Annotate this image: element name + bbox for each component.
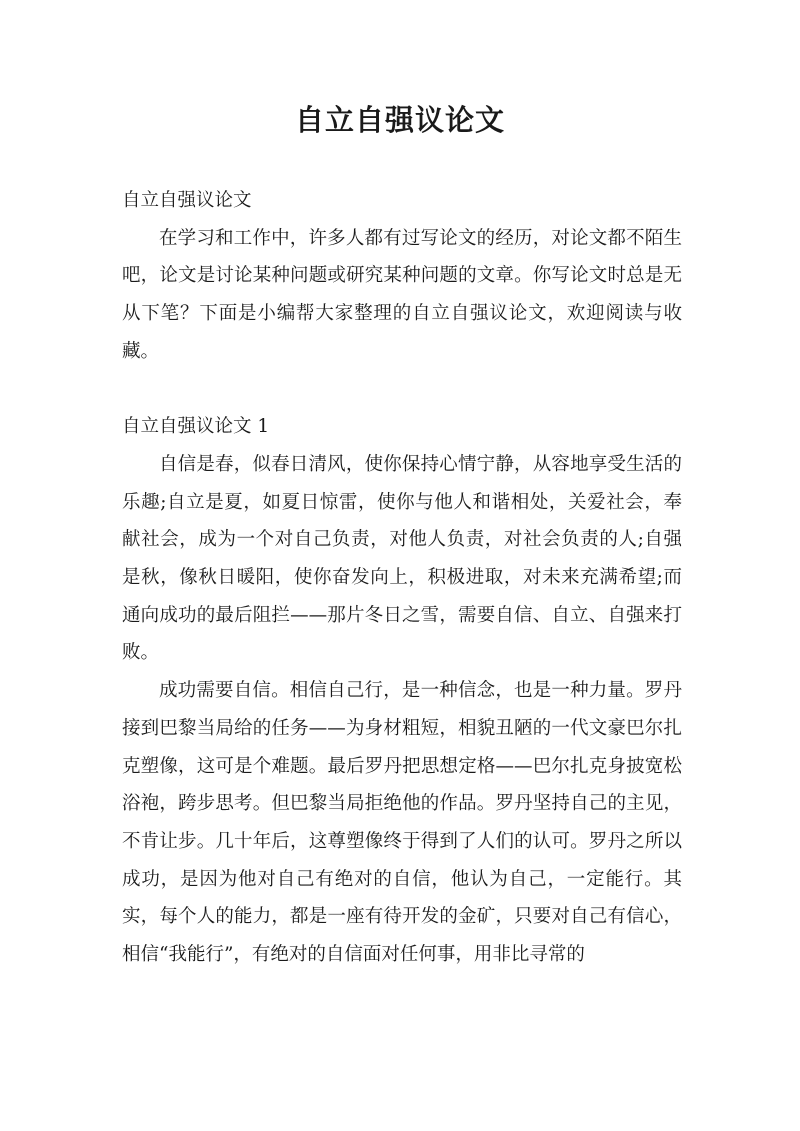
document-body <box>122 182 682 974</box>
intro-paragraph: 在学习和工作中，许多人都有过写论文的经历，对论文都不陌生吧，论文是讨论某种问题或研究某种问题的文章。你写论文时总是无从下笔？下面是小编帮大家整理的自立自强议论文，欢迎阅读与收藏。 <box>122 227 682 362</box>
body-paragraph: 成功需要自信。相信自己行，是一种信念，也是一种力量。罗丹接到巴黎当局给的任务——为身材粗短，相貌丑陋的一代文豪巴尔扎克塑像，这可是个难题。最后罗丹把思想定格——巴尔扎克身披宽松浴袍，跨步思考。但巴黎当局拒绝他的作品。罗丹坚持自己的主见，不肯让步。几十年后，这尊塑像终于得到了人们的认可。罗丹之所以成功，是因为他对自己有绝对的自信，他认为自己，一定能行。其实，每个人的能力，都是一座有待开发的金矿，只要对自己有信心，相信“我能行”，有绝对的自信面对任何事，用非比寻常的 <box>122 680 682 966</box>
document-title: 自立自强议论文 <box>294 103 505 137</box>
section-heading: 自立自强议论文 1 <box>122 416 270 438</box>
paragraph-spacer <box>122 371 682 409</box>
body-paragraph: 自信是春，似春日清风，使你保持心情宁静，从容地享受生活的乐趣;自立是夏，如夏日惊雷，使你与他人和谐相处，关爱社会，奉献社会，成为一个对自己负责，对他人负责，对社会负责的人;自强是秋，像秋日暖阳，使你奋发向上，积极进取，对未来充满希望;而通向成功的最后阻拦——那片冬日之雪，需要自信、自立、自强来打败。 <box>122 453 682 664</box>
intro-heading: 自立自强议论文 <box>122 190 252 211</box>
